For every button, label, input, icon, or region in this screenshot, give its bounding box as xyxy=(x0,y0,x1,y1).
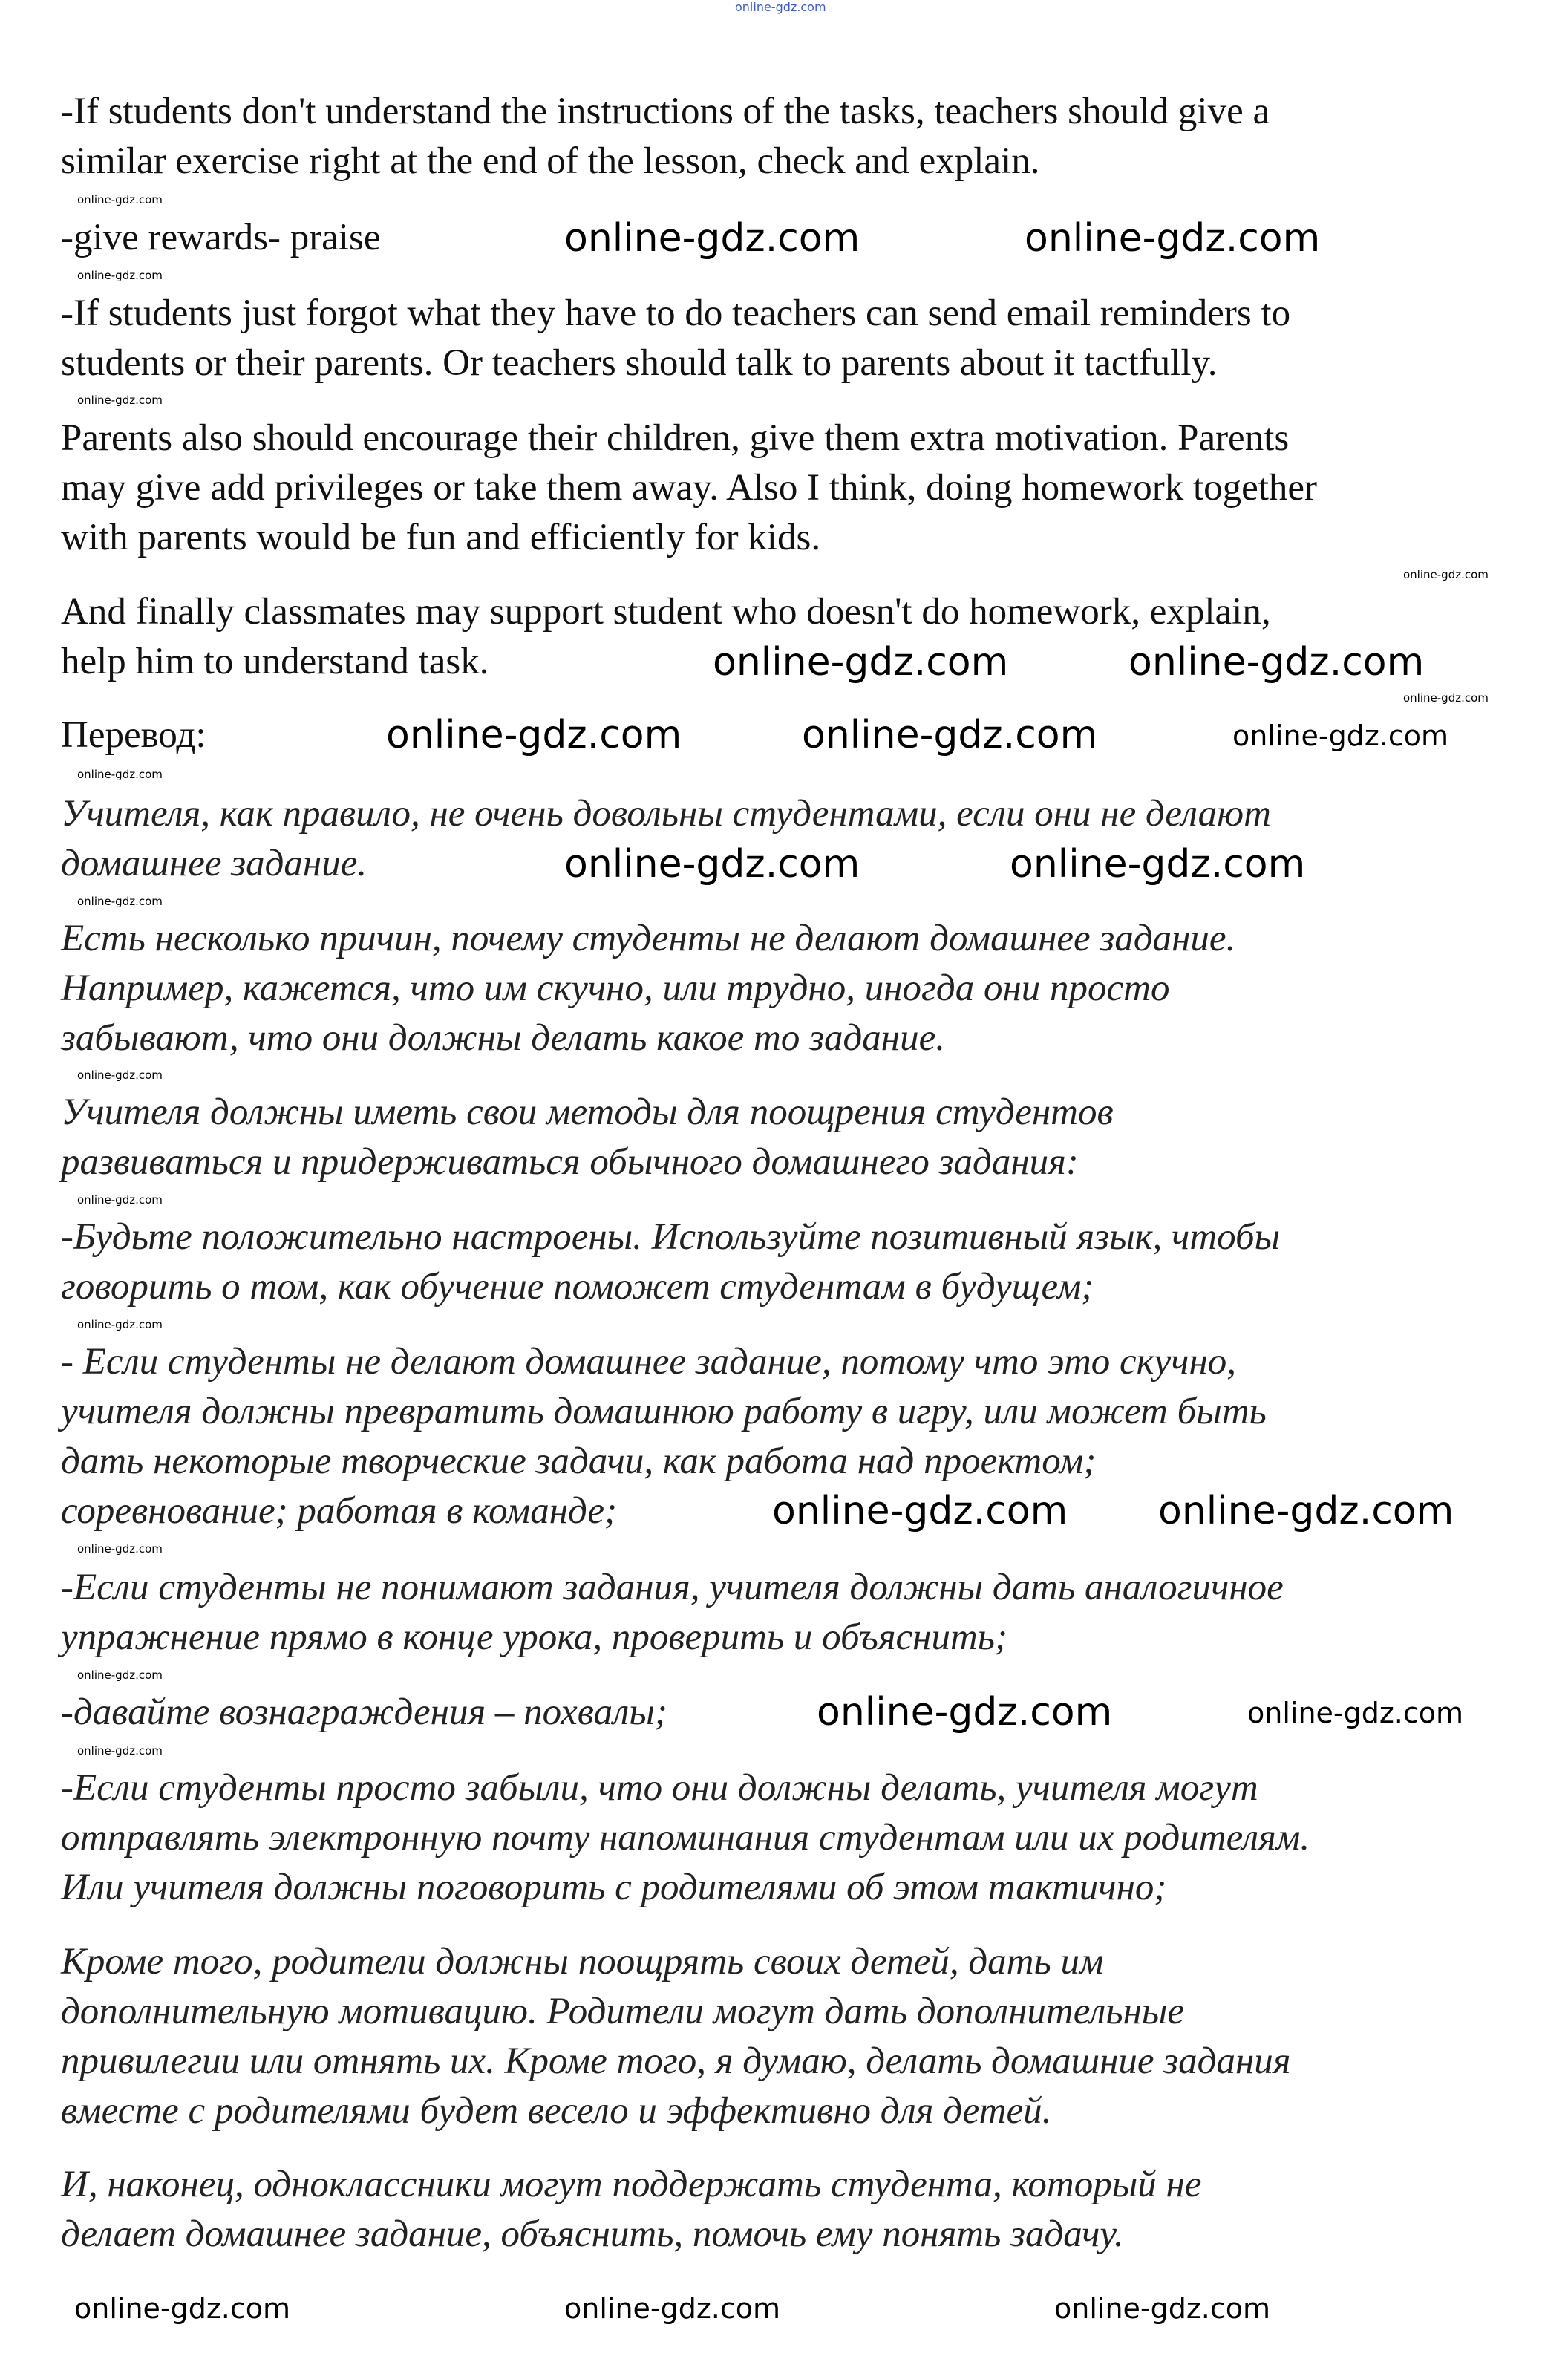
watermark: online-gdz.com xyxy=(713,640,1009,685)
text-line: -If students don't understand the instructions of the tasks, teachers should give a xyxy=(61,91,1270,132)
watermark: online-gdz.com xyxy=(77,394,163,407)
watermark: online-gdz.com xyxy=(564,842,860,887)
text-line: Учителя должны иметь свои методы для поощрения студентов xyxy=(61,1091,1114,1133)
watermark: online-gdz.com xyxy=(77,1068,163,1082)
watermark: online-gdz.com xyxy=(1010,842,1306,887)
paragraph-ru-9 xyxy=(61,1937,1290,2136)
text-line: help him to understand task. xyxy=(61,641,489,682)
text-line: Parents also should encourage their children, give them extra motivation. Parents xyxy=(61,417,1290,459)
paragraph-ru-8 xyxy=(61,1763,1310,1913)
watermark: online-gdz.com xyxy=(1247,1697,1464,1729)
paragraph-ru-7 xyxy=(61,1688,667,1737)
text-line: -давайте вознаграждения – похвалы; xyxy=(61,1691,667,1733)
text-line: соревнование; работая в команде; xyxy=(61,1490,618,1532)
text-line: -Если студенты не понимают задания, учителя должны дать аналогичное xyxy=(61,1567,1284,1608)
watermark: online-gdz.com xyxy=(77,1318,163,1331)
text-line: Есть несколько причин, почему студенты не делают домашнее задание. xyxy=(61,918,1236,959)
text-line: with parents would be fun and efficiently for kids. xyxy=(61,517,821,558)
watermark: online-gdz.com xyxy=(802,713,1098,757)
text-line: дать некоторые творческие задачи, как работа над проектом; xyxy=(61,1440,1097,1482)
watermark: online-gdz.com xyxy=(77,1744,163,1758)
watermark: online-gdz.com xyxy=(77,193,163,206)
watermark: online-gdz.com xyxy=(1403,691,1489,705)
text-line: учителя должны превратить домашнюю работу в игру, или может быть xyxy=(61,1391,1267,1432)
watermark: online-gdz.com xyxy=(1054,2292,1271,2325)
paragraph-ru-2 xyxy=(61,914,1235,1063)
watermark: online-gdz.com xyxy=(564,216,860,261)
watermark: online-gdz.com xyxy=(772,1489,1068,1533)
watermark: online-gdz.com xyxy=(1158,1489,1454,1533)
watermark: online-gdz.com xyxy=(817,1690,1113,1734)
watermark: online-gdz.com xyxy=(77,269,163,282)
text-line: делает домашнее задание, объяснить, помочь ему понять задачу. xyxy=(61,2213,1124,2255)
watermark: online-gdz.com xyxy=(1403,568,1489,581)
text-line: отправлять электронную почту напоминания студентам или их родителям. xyxy=(61,1817,1310,1858)
paragraph-en-3 xyxy=(61,289,1290,388)
paragraph-ru-3 xyxy=(61,1088,1114,1187)
text-line: упражнение прямо в конце урока, проверить и объяснить; xyxy=(61,1616,1007,1658)
watermark: online-gdz.com xyxy=(1232,719,1449,752)
text-line: Например, кажется, что им скучно, или трудно, иногда они просто xyxy=(61,967,1170,1009)
text-line: -give rewards- praise xyxy=(61,217,381,258)
watermark: online-gdz.com xyxy=(1025,216,1321,261)
text-line: - Если студенты не делают домашнее задание, потому что это скучно, xyxy=(61,1341,1237,1383)
text-line: вместе с родителями будет весело и эффективно для детей. xyxy=(61,2090,1052,2132)
watermark: online-gdz.com xyxy=(77,768,163,781)
text-line: забывают, что они должны делать какое то задание. xyxy=(61,1017,945,1059)
watermark: online-gdz.com xyxy=(1128,640,1425,685)
text-line: привилегии или отнять их. Кроме того, я думаю, делать домашние задания xyxy=(61,2040,1291,2082)
text-line: -If students just forgot what they have to do teachers can send email reminders to xyxy=(61,293,1291,334)
text-line: развиваться и придерживаться обычного домашнего задания: xyxy=(61,1141,1079,1183)
paragraph-ru-10 xyxy=(61,2160,1201,2259)
watermark: online-gdz.com xyxy=(386,713,682,757)
text-line: говорить о том, как обучение поможет студентам в будущем; xyxy=(61,1266,1094,1308)
text-line: And finally classmates may support student who doesn't do homework, explain, xyxy=(61,591,1271,633)
watermark: online-gdz.com xyxy=(77,1542,163,1556)
watermark: online-gdz.com xyxy=(74,2292,291,2325)
text-line: И, наконец, одноклассники могут поддержать студента, который не xyxy=(61,2164,1202,2205)
top-watermark: online-gdz.com xyxy=(735,0,826,14)
text-line: дополнительную мотивацию. Родители могут дать дополнительные xyxy=(61,1991,1185,2032)
translation-heading xyxy=(61,711,206,760)
paragraph-en-2 xyxy=(61,213,380,263)
paragraph-ru-4 xyxy=(61,1213,1280,1312)
text-line: -Будьте положительно настроены. Используйте позитивный язык, чтобы xyxy=(61,1216,1281,1258)
text-line: Учителя, как правило, не очень довольны студентами, если они не делают xyxy=(61,793,1271,835)
watermark: online-gdz.com xyxy=(77,1668,163,1682)
paragraph-en-4 xyxy=(61,414,1317,563)
text-line: Или учителя должны поговорить с родителями об этом тактично; xyxy=(61,1867,1167,1908)
text-line: similar exercise right at the end of the lesson, check and explain. xyxy=(61,140,1040,182)
watermark: online-gdz.com xyxy=(77,895,163,908)
watermark: online-gdz.com xyxy=(77,1193,163,1207)
paragraph-en-5 xyxy=(61,587,1271,687)
watermark: online-gdz.com xyxy=(564,2292,781,2325)
text-line: students or their parents. Or teachers should talk to parents about it tactfully. xyxy=(61,342,1218,384)
text-line: домашнее задание. xyxy=(61,843,368,884)
paragraph-ru-6 xyxy=(61,1563,1284,1662)
paragraph-ru-5 xyxy=(61,1337,1267,1536)
text-line: Перевод: xyxy=(61,714,206,756)
paragraph-en-1 xyxy=(61,87,1270,186)
text-line: -Если студенты просто забыли, что они должны делать, учителя могут xyxy=(61,1767,1258,1809)
text-line: Кроме того, родители должны поощрять своих детей, дать им xyxy=(61,1941,1104,1982)
text-line: may give add privileges or take them away. Also I think, doing homework together xyxy=(61,467,1318,509)
